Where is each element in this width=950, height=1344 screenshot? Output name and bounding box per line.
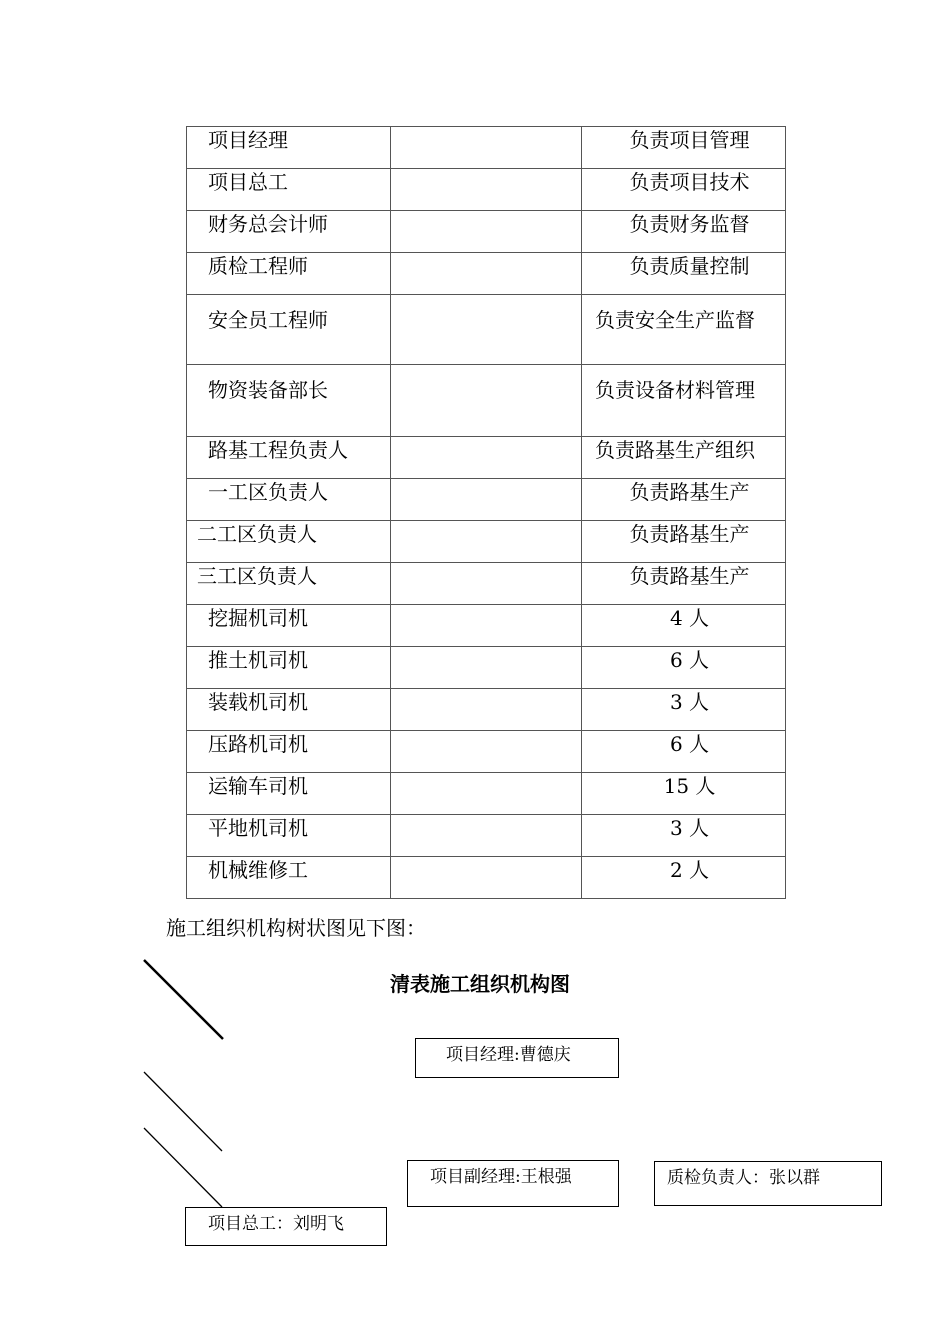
role-cell <box>187 295 391 365</box>
duty-cell <box>582 437 786 479</box>
name-value <box>391 815 581 816</box>
name-cell <box>391 605 582 647</box>
duty-cell <box>582 169 786 211</box>
duty-cell <box>582 647 786 689</box>
role-label: 安全员工程师 <box>208 308 328 332</box>
name-cell <box>391 437 582 479</box>
name-value <box>391 295 581 308</box>
name-cell <box>391 365 582 437</box>
name-cell <box>391 479 582 521</box>
connector-line <box>144 960 223 1039</box>
duty-cell <box>582 365 786 437</box>
duty-label: 负责质量控制 <box>629 254 750 278</box>
role-cell <box>187 689 391 731</box>
role-cell <box>187 169 391 211</box>
role-cell <box>187 815 391 857</box>
table-row <box>187 689 786 731</box>
role-cell <box>187 731 391 773</box>
role-label: 三工区负责人 <box>197 564 317 588</box>
role-label: 二工区负责人 <box>197 522 317 546</box>
duty-label: 3 人 <box>669 690 710 714</box>
connector-line <box>144 1072 222 1151</box>
table-row <box>187 605 786 647</box>
role-label: 装载机司机 <box>208 690 308 714</box>
name-value <box>391 773 581 774</box>
duty-label: 6 人 <box>669 732 710 756</box>
role-label: 机械维修工 <box>208 858 308 882</box>
role-label: 物资装备部长 <box>208 378 328 402</box>
duty-cell <box>582 253 786 295</box>
duty-cell <box>582 605 786 647</box>
name-value <box>391 365 581 378</box>
duty-cell <box>582 521 786 563</box>
table-row <box>187 437 786 479</box>
table-row <box>187 815 786 857</box>
role-label: 挖掘机司机 <box>208 606 308 630</box>
project-manager-box: 项目经理:曹德庆 <box>415 1038 619 1078</box>
duty-label: 负责路基生产 <box>629 480 750 504</box>
name-cell <box>391 295 582 365</box>
duty-label: 负责项目管理 <box>629 128 750 152</box>
duty-label: 3 人 <box>669 816 710 840</box>
role-cell <box>187 857 391 899</box>
role-cell <box>187 253 391 295</box>
name-value <box>391 479 581 480</box>
role-cell <box>187 773 391 815</box>
role-cell <box>187 127 391 169</box>
role-cell <box>187 647 391 689</box>
role-label: 路基工程负责人 <box>208 438 348 462</box>
role-label: 一工区负责人 <box>208 480 328 504</box>
name-value <box>391 253 581 254</box>
name-cell <box>391 127 582 169</box>
duty-cell <box>582 563 786 605</box>
table-row <box>187 127 786 169</box>
duty-cell <box>582 479 786 521</box>
role-cell <box>187 211 391 253</box>
table-row <box>187 211 786 253</box>
duty-cell <box>582 211 786 253</box>
role-label: 推土机司机 <box>208 648 308 672</box>
table-row <box>187 563 786 605</box>
table-row <box>187 773 786 815</box>
duty-cell <box>582 815 786 857</box>
table-row <box>187 647 786 689</box>
role-label: 压路机司机 <box>208 732 308 756</box>
role-cell <box>187 365 391 437</box>
name-value <box>391 605 581 606</box>
duty-label: 负责路基生产 <box>629 522 750 546</box>
name-value <box>391 857 581 858</box>
table-row <box>187 731 786 773</box>
name-cell <box>391 647 582 689</box>
name-value <box>391 521 581 522</box>
role-label: 项目总工 <box>208 170 288 194</box>
name-cell <box>391 731 582 773</box>
role-label: 平地机司机 <box>208 816 308 840</box>
duty-label: 负责财务监督 <box>629 212 750 236</box>
name-cell <box>391 689 582 731</box>
name-value <box>391 647 581 648</box>
name-cell <box>391 857 582 899</box>
duty-label: 15 人 <box>663 774 716 798</box>
table-row <box>187 253 786 295</box>
role-label: 财务总会计师 <box>208 212 328 236</box>
org-chart-title: 清表施工组织机构图 <box>390 972 570 996</box>
quality-lead-box: 质检负责人：张以群 <box>654 1161 882 1206</box>
table-row <box>187 365 786 437</box>
role-cell <box>187 605 391 647</box>
name-cell <box>391 563 582 605</box>
duty-label: 负责设备材料管理 <box>595 378 755 402</box>
name-value <box>391 731 581 732</box>
name-cell <box>391 521 582 563</box>
role-cell <box>187 437 391 479</box>
duty-label: 负责路基生产组织 <box>595 438 755 462</box>
role-cell <box>187 521 391 563</box>
name-value <box>391 689 581 690</box>
name-cell <box>391 773 582 815</box>
deputy-manager-box: 项目副经理:王根强 <box>407 1160 619 1207</box>
name-value <box>391 127 581 128</box>
duty-label: 4 人 <box>669 606 710 630</box>
role-cell <box>187 563 391 605</box>
duty-label: 2 人 <box>669 858 710 882</box>
table-row <box>187 169 786 211</box>
duty-label: 6 人 <box>669 648 710 672</box>
name-value <box>391 211 581 212</box>
name-cell <box>391 253 582 295</box>
table-row <box>187 295 786 365</box>
table-row <box>187 857 786 899</box>
role-cell <box>187 479 391 521</box>
name-value <box>391 169 581 170</box>
role-label: 运输车司机 <box>208 774 308 798</box>
table-row <box>187 521 786 563</box>
org-chart-caption: 施工组织机构树状图见下图： <box>166 916 426 940</box>
table-row <box>187 479 786 521</box>
duty-label: 负责路基生产 <box>629 564 750 588</box>
duty-label: 负责项目技术 <box>629 170 750 194</box>
name-value <box>391 437 581 438</box>
name-cell <box>391 815 582 857</box>
role-label: 质检工程师 <box>208 254 308 278</box>
duty-cell <box>582 773 786 815</box>
duty-cell <box>582 127 786 169</box>
staff-table <box>186 126 786 899</box>
duty-label: 负责安全生产监督 <box>595 308 755 332</box>
name-cell <box>391 211 582 253</box>
duty-cell <box>582 731 786 773</box>
chief-engineer-box: 项目总工：刘明飞 <box>185 1207 387 1246</box>
role-label: 项目经理 <box>208 128 288 152</box>
name-value <box>391 563 581 564</box>
duty-cell <box>582 857 786 899</box>
duty-cell <box>582 689 786 731</box>
connector-line <box>144 1128 222 1207</box>
name-cell <box>391 169 582 211</box>
duty-cell <box>582 295 786 365</box>
